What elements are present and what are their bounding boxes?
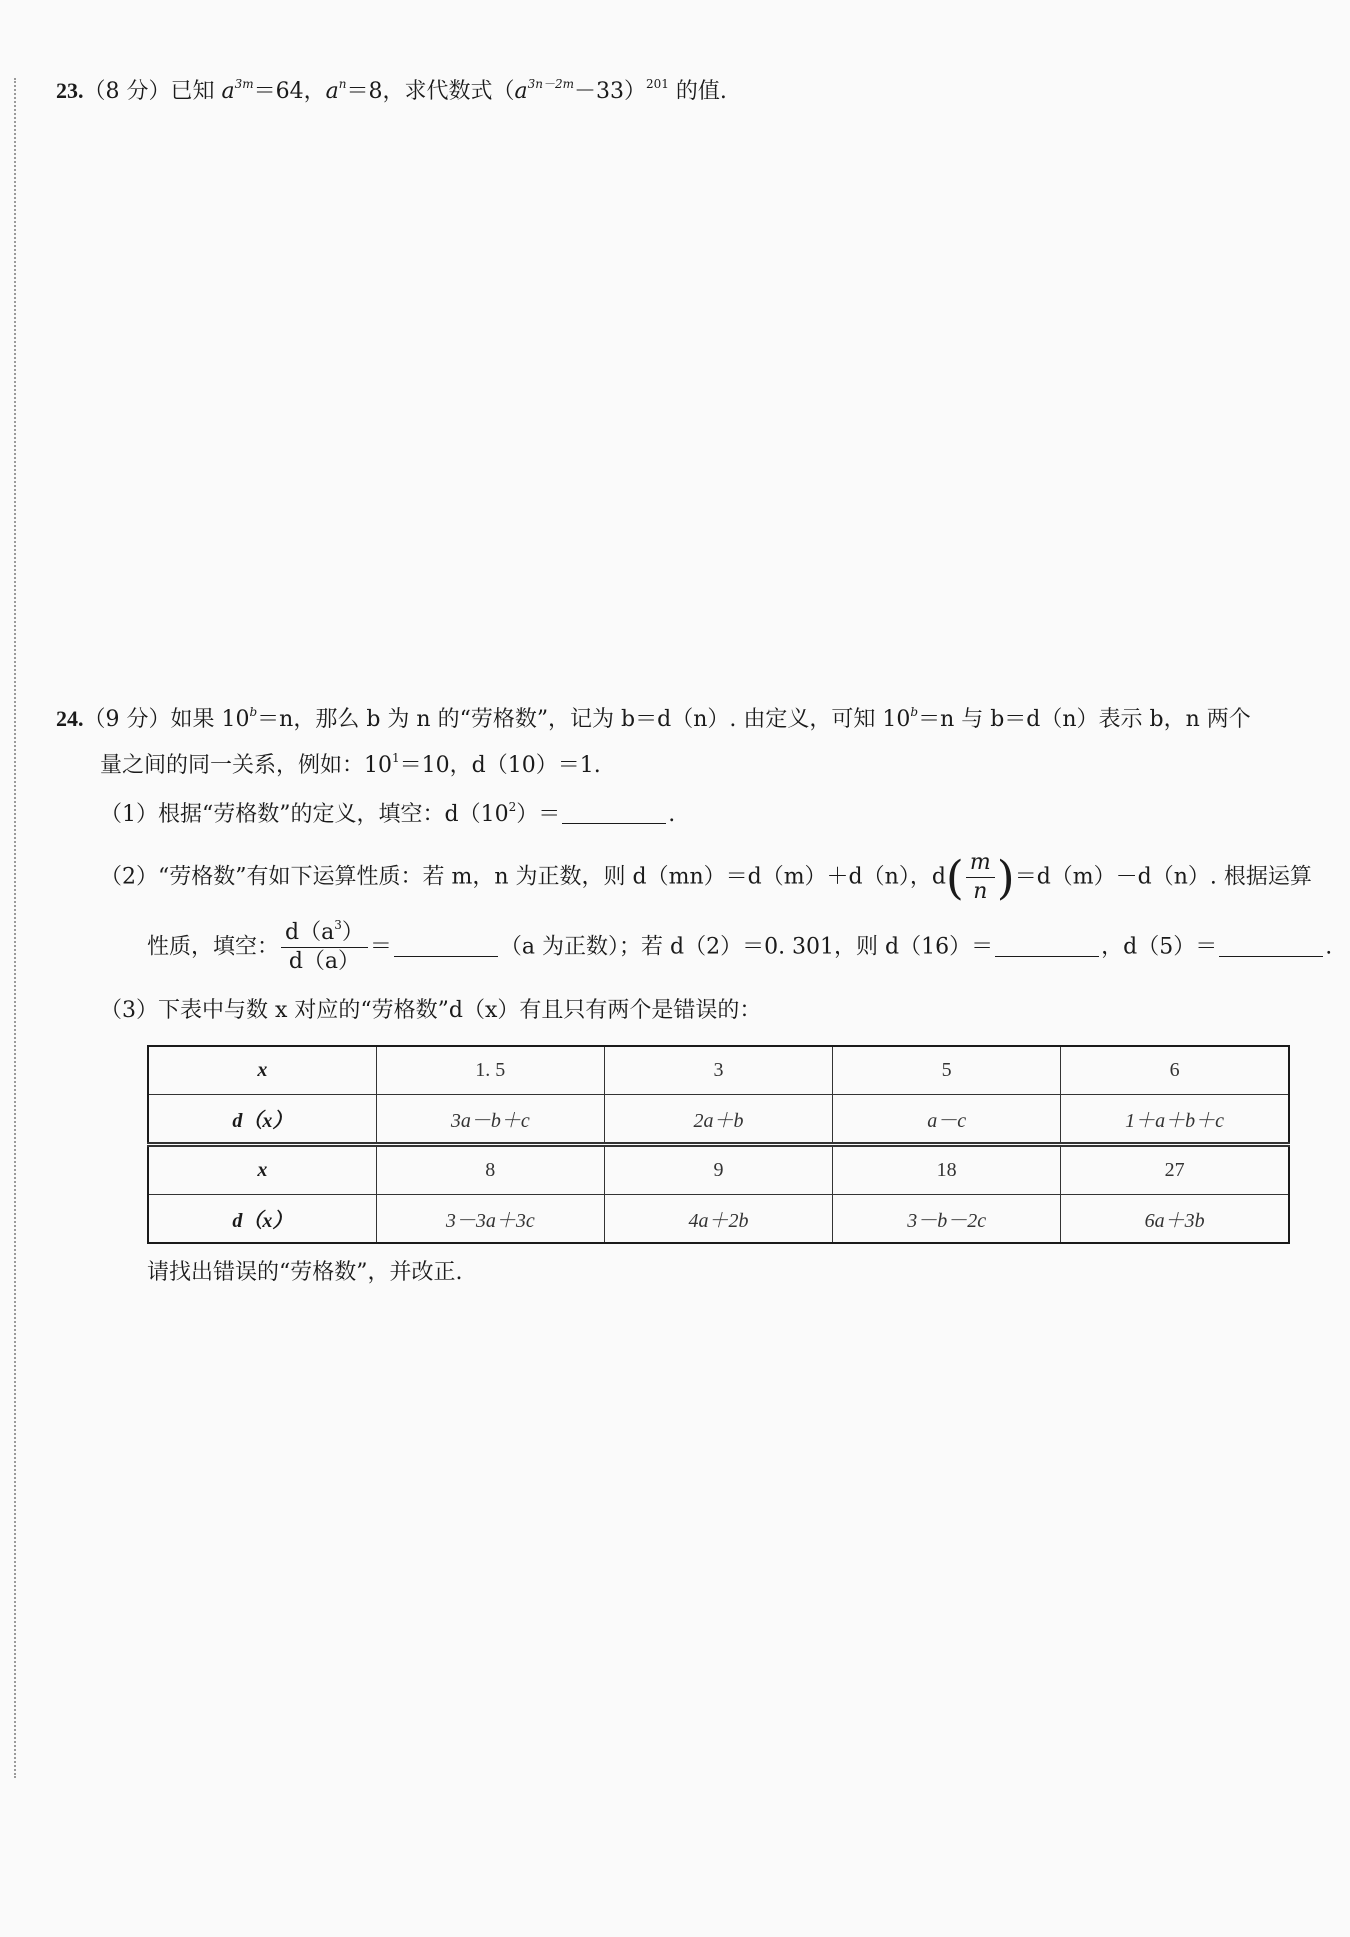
table-cell: 2a＋b	[604, 1095, 832, 1145]
table-row	[148, 1046, 1289, 1095]
question-24-line-2	[100, 751, 601, 778]
q23-exp: 3n－2m	[527, 77, 575, 91]
table-cell: 3－3a＋3c	[376, 1195, 604, 1244]
q23-var-a: a	[514, 79, 528, 104]
table-cell: 1. 5	[376, 1046, 604, 1095]
q24-exp: b	[910, 705, 919, 719]
table-cell: 27	[1061, 1145, 1289, 1195]
part-3-instruction	[147, 1262, 463, 1284]
q24-exp: b	[249, 705, 258, 719]
fraction-denominator: d（a）	[288, 949, 361, 974]
q23-text: ＝64，	[253, 79, 326, 104]
table-header-cell: d（x）	[148, 1095, 376, 1145]
part-2-text: （2）“劳格数”有如下运算性质：若 m，n 为正数，则 d（mn）＝d（m）＋d（n），d	[100, 864, 946, 890]
part-2-text: ，d（5）＝	[1101, 934, 1218, 960]
q23-var-a: a	[221, 79, 235, 104]
q23-text: 的值.	[668, 79, 727, 104]
part-2-text: ＝	[369, 934, 392, 960]
q24-text: ＝n，那么 b 为 n 的“劳格数”，记为 b＝d（n）. 由定义，可知 10	[257, 707, 911, 732]
part-2-text: （a 为正数）；若 d（2）＝0. 301，则 d（16）＝	[499, 934, 994, 960]
part-2-text: .	[1325, 934, 1333, 960]
part-3-final-text: 请找出错误的“劳格数”，并改正.	[147, 1260, 463, 1285]
fraction-numerator-text: d（a	[285, 920, 335, 945]
question-24-number: 24.	[56, 706, 84, 731]
table-cell: 8	[376, 1145, 604, 1195]
part-3-text: （3）下表中与数 x 对应的“劳格数”d（x）有且只有两个是错误的：	[100, 998, 762, 1023]
question-23-score: （8 分）	[83, 79, 171, 104]
question-24-line-1	[56, 705, 1251, 732]
table-cell: 6	[1061, 1046, 1289, 1095]
table-cell: 3	[604, 1046, 832, 1095]
part-3	[100, 1000, 761, 1022]
table-cell: a－c	[833, 1095, 1061, 1145]
table-header-cell: x	[148, 1145, 376, 1195]
table-cell: 6a＋3b	[1061, 1195, 1289, 1244]
q23-text: 已知	[170, 79, 222, 104]
fraction-exp: 3	[334, 918, 342, 932]
q23-exp: n	[338, 77, 347, 91]
answer-blank-4[interactable]	[1219, 936, 1323, 957]
part-2-text: ＝d（m）－d（n）. 根据运算	[1014, 864, 1312, 890]
part-1-exp: 2	[508, 800, 517, 814]
answer-blank-2[interactable]	[394, 936, 498, 957]
fraction-m-over-n	[966, 852, 995, 903]
right-paren: )	[996, 850, 1015, 905]
part-1-text: ）＝	[516, 802, 561, 827]
answer-blank-1[interactable]	[562, 803, 666, 824]
part-2-line-2	[147, 918, 1333, 974]
fraction-numerator	[281, 918, 368, 948]
table-header-cell: d（x）	[148, 1195, 376, 1244]
fraction-da3-over-da	[281, 918, 368, 974]
table-cell: 9	[604, 1145, 832, 1195]
fraction-denominator: n	[973, 879, 988, 904]
answer-blank-3[interactable]	[995, 936, 1099, 957]
question-23-number: 23.	[56, 78, 84, 103]
table-cell: 18	[833, 1145, 1061, 1195]
laoge-number-table	[147, 1045, 1290, 1244]
q24-text: ＝10，d（10）＝1.	[399, 753, 601, 778]
table-row	[148, 1145, 1289, 1195]
left-paren: (	[945, 850, 964, 905]
q23-exp: 3m	[234, 77, 254, 91]
table-row	[148, 1195, 1289, 1244]
table-header-cell: x	[148, 1046, 376, 1095]
q24-text: （9 分）如果 10	[83, 707, 250, 732]
table-cell: 3－b－2c	[833, 1195, 1061, 1244]
table-cell: 5	[833, 1046, 1061, 1095]
q23-text: ＝8，求代数式（	[346, 79, 515, 104]
table-row	[148, 1095, 1289, 1145]
question-23	[56, 77, 727, 104]
part-1-text: .	[668, 802, 676, 827]
fraction-numerator-text: ）	[341, 920, 364, 945]
part-1	[100, 800, 676, 827]
q23-var-a: a	[325, 79, 339, 104]
part-2-line-1	[100, 852, 1312, 903]
table-cell: 3a－b＋c	[376, 1095, 604, 1145]
binding-dotted-line	[14, 78, 16, 1778]
q23-text: －33）	[574, 79, 647, 104]
part-1-text: （1）根据“劳格数”的定义，填空：d（10	[100, 802, 509, 827]
part-2-text: 性质，填空：	[147, 934, 280, 960]
fraction-numerator: m	[966, 852, 995, 878]
q24-text: 量之间的同一关系，例如：10	[100, 753, 392, 778]
table-cell: 1＋a＋b＋c	[1061, 1095, 1289, 1145]
table-cell: 4a＋2b	[604, 1195, 832, 1244]
q24-exp: 1	[392, 751, 400, 765]
q24-text: ＝n 与 b＝d（n）表示 b，n 两个	[918, 707, 1251, 732]
q23-exp: 201	[646, 77, 669, 91]
